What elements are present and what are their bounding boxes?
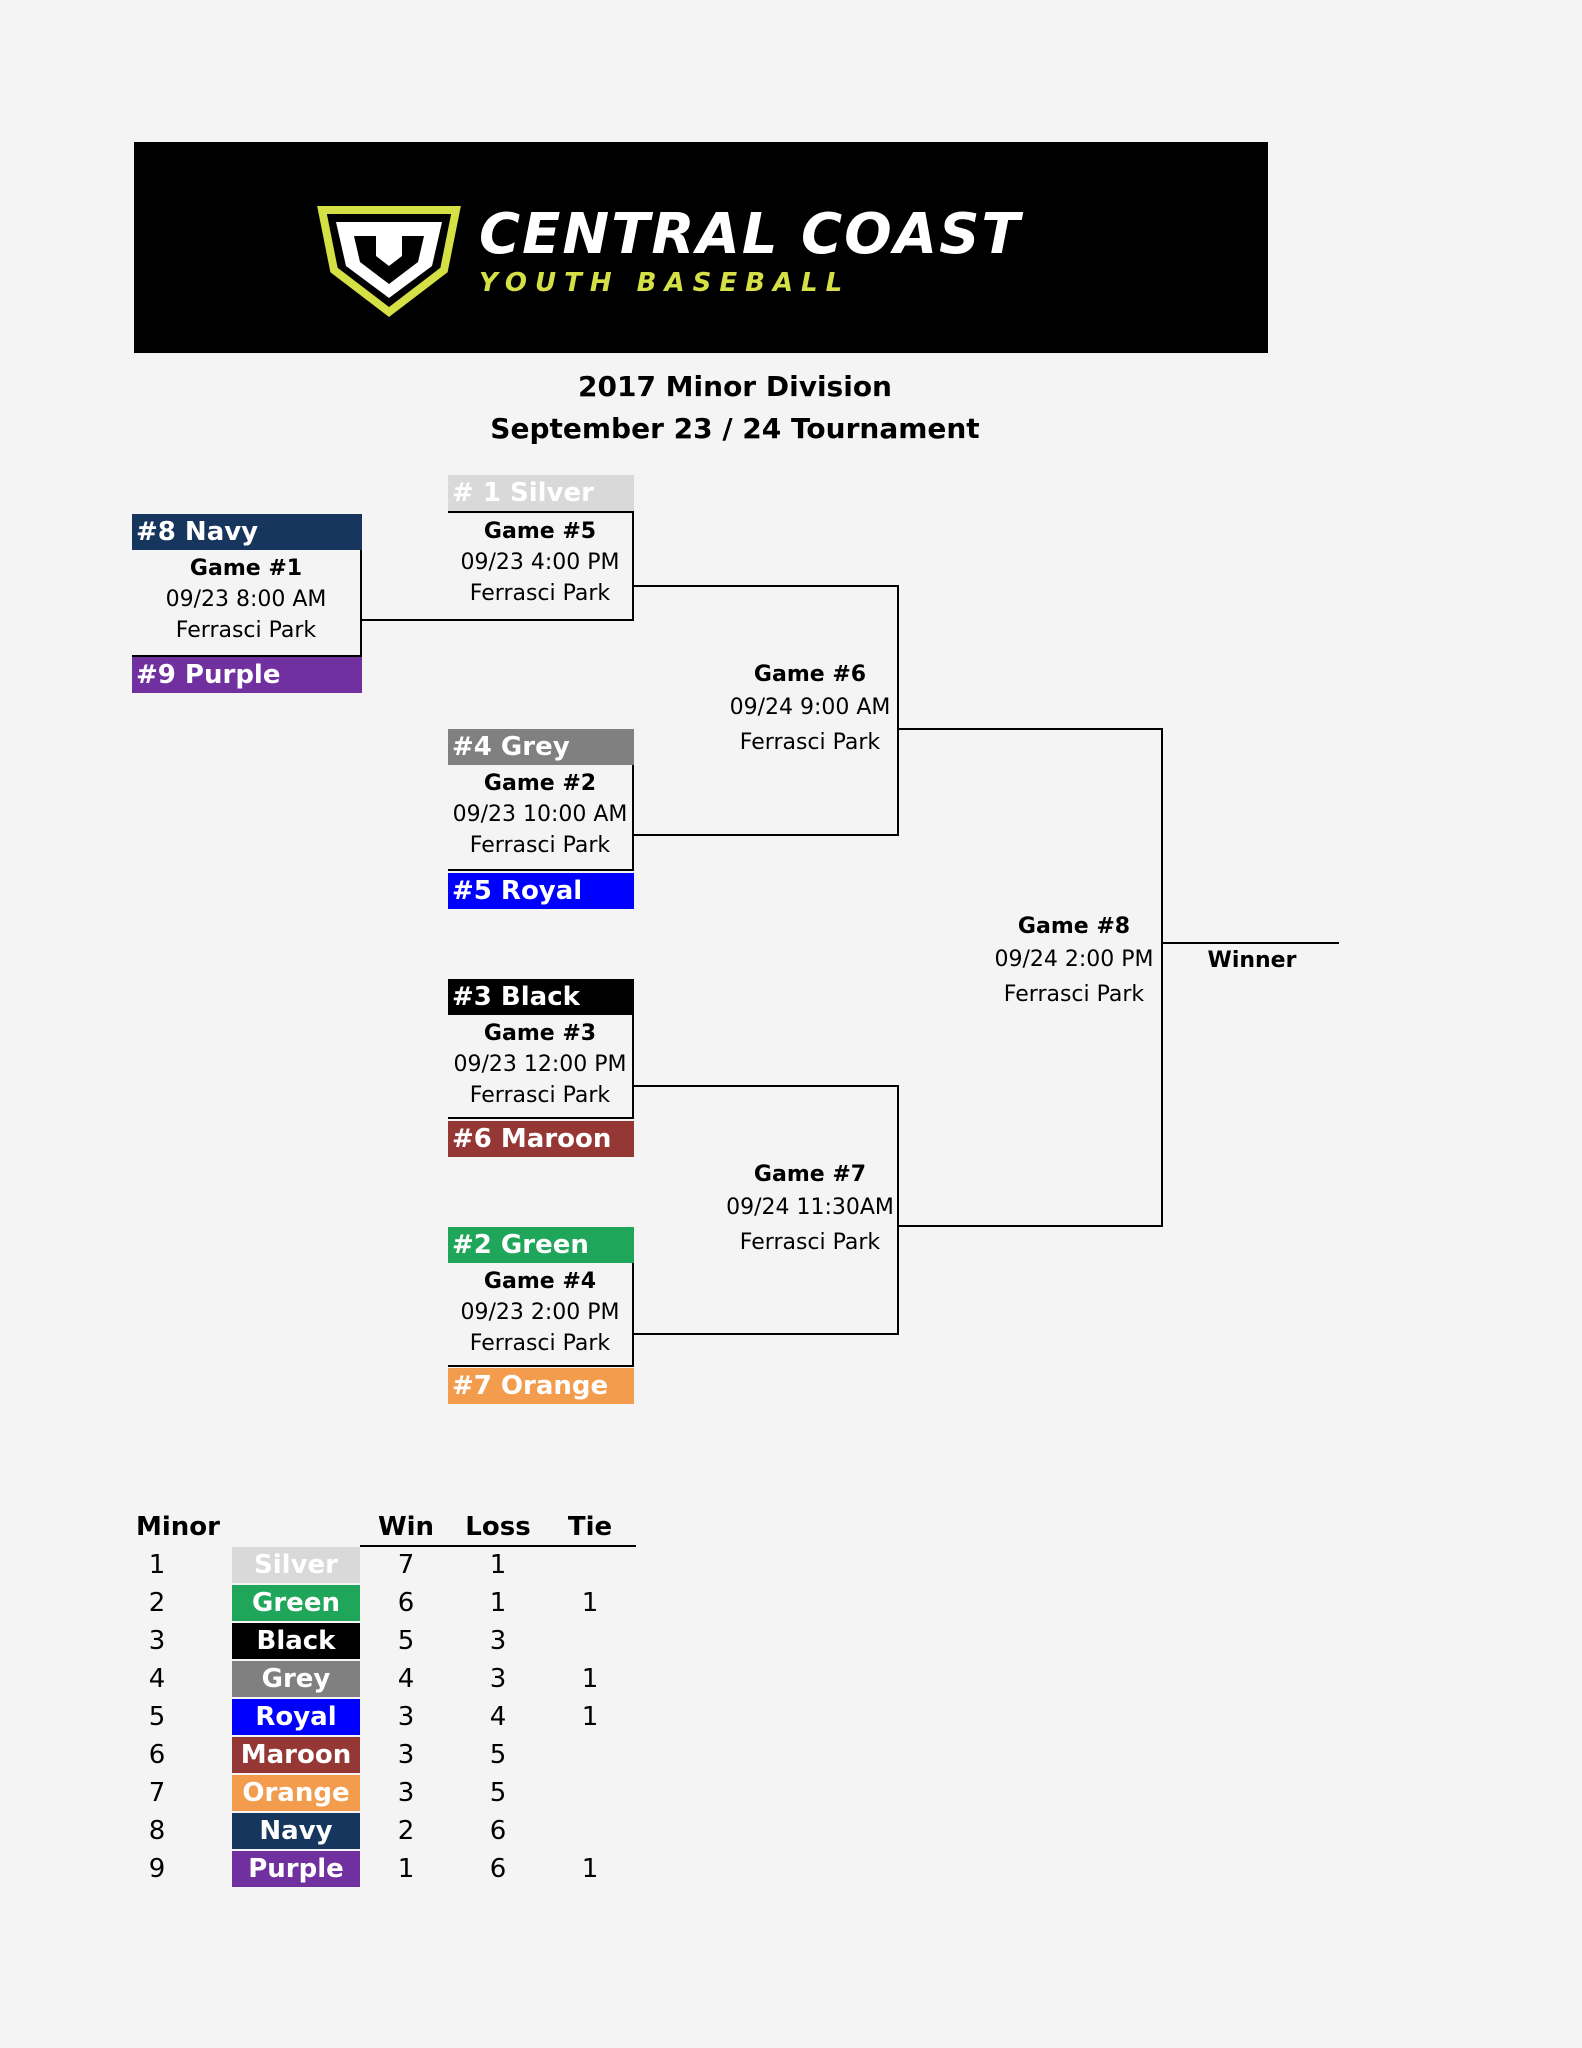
game-2-place: Ferrasci Park [469, 833, 611, 858]
home-plate-logo-icon [314, 200, 464, 320]
header-banner [134, 142, 1268, 353]
rank-cell: 3 [148, 1626, 166, 1656]
game-5-time: 09/23 4:00 PM [460, 550, 620, 575]
rank-cell: 5 [148, 1702, 166, 1732]
rank-cell: 2 [148, 1588, 166, 1618]
game-3-bottom-line [448, 1117, 634, 1119]
table-row [130, 1622, 650, 1660]
game-7-info [710, 1162, 910, 1255]
win-cell: 6 [397, 1588, 415, 1618]
game-5-name: Game #5 [483, 519, 597, 544]
game-8-name: Game #8 [1017, 914, 1131, 939]
game-6-info [710, 662, 910, 755]
standings-rows [130, 1546, 650, 1888]
tie-cell [544, 1775, 636, 1811]
tie-cell [544, 1547, 636, 1583]
game-1-time: 09/23 8:00 AM [165, 587, 327, 612]
loss-cell: 1 [489, 1588, 507, 1618]
page-title: 2017 Minor Division [578, 370, 892, 403]
header-tie: Tie [567, 1512, 613, 1542]
game-1-name: Game #1 [189, 556, 303, 581]
team-black-slot: #3 Black [448, 979, 634, 1015]
game-4-place: Ferrasci Park [469, 1331, 611, 1356]
tie-cell [544, 1737, 636, 1773]
loss-cell: 6 [489, 1816, 507, 1846]
tie-cell [544, 1623, 636, 1659]
game-3-name: Game #3 [483, 1021, 597, 1046]
table-row [130, 1736, 650, 1774]
team-cell: Black [232, 1623, 360, 1659]
game-3-time: 09/23 12:00 PM [453, 1052, 627, 1077]
game-3-place: Ferrasci Park [469, 1083, 611, 1108]
rank-cell: 6 [148, 1740, 166, 1770]
rank-cell: 4 [148, 1664, 166, 1694]
game-4-box [448, 1263, 634, 1367]
win-cell: 3 [397, 1778, 415, 1808]
game-6-time: 09/24 9:00 AM [729, 695, 891, 720]
team-grey-slot: #4 Grey [448, 729, 634, 765]
team-cell: Purple [232, 1851, 360, 1887]
winner-line [1161, 942, 1339, 944]
tie-cell: 1 [581, 1854, 599, 1884]
logo-title: CENTRAL COAST [479, 202, 1022, 267]
team-green-slot: #2 Green [448, 1227, 634, 1263]
team-royal-slot: #5 Royal [448, 873, 634, 909]
standings-header [130, 1508, 650, 1546]
team-silver-slot: # 1 Silver [448, 475, 634, 511]
team-cell: Navy [232, 1813, 360, 1849]
game-7-place: Ferrasci Park [739, 1230, 881, 1255]
loss-cell: 3 [489, 1626, 507, 1656]
game-8-time: 09/24 2:00 PM [994, 947, 1154, 972]
connector-g6-g8 [897, 728, 1163, 730]
connector-g5-g6 [632, 585, 899, 587]
team-cell: Maroon [232, 1737, 360, 1773]
game-5-box [448, 511, 634, 621]
team-maroon-slot: #6 Maroon [448, 1121, 634, 1157]
game-4-time: 09/23 2:00 PM [460, 1300, 620, 1325]
win-cell: 1 [397, 1854, 415, 1884]
team-cell: Silver [232, 1547, 360, 1583]
game-6-place: Ferrasci Park [739, 730, 881, 755]
loss-cell: 1 [489, 1550, 507, 1580]
game-2-box [448, 765, 634, 871]
win-cell: 7 [397, 1550, 415, 1580]
win-cell: 5 [397, 1626, 415, 1656]
team-cell: Green [232, 1585, 360, 1621]
team-orange-slot: #7 Orange [448, 1368, 634, 1404]
loss-cell: 5 [489, 1778, 507, 1808]
page-subtitle: September 23 / 24 Tournament [490, 412, 980, 445]
game-3-box [448, 1015, 634, 1119]
table-row [130, 1812, 650, 1850]
team-cell: Royal [232, 1699, 360, 1735]
rank-cell: 9 [148, 1854, 166, 1884]
connector-g7-g8 [897, 1225, 1163, 1227]
win-cell: 2 [397, 1816, 415, 1846]
game-2-bottom-line [448, 869, 634, 871]
loss-cell: 3 [489, 1664, 507, 1694]
game-8-info [974, 914, 1174, 1007]
header-win: Win [377, 1512, 435, 1542]
game-6-name: Game #6 [753, 662, 867, 687]
table-row [130, 1698, 650, 1736]
table-row [130, 1660, 650, 1698]
game-2-name: Game #2 [483, 771, 597, 796]
win-cell: 3 [397, 1740, 415, 1770]
game-4-name: Game #4 [483, 1269, 597, 1294]
standings-table [130, 1508, 650, 1888]
team-navy-slot: #8 Navy [132, 514, 362, 550]
connector-g4-g7 [632, 1333, 899, 1335]
rank-cell: 1 [148, 1550, 166, 1580]
rank-cell: 7 [148, 1778, 166, 1808]
tie-cell: 1 [581, 1702, 599, 1732]
logo-subtitle: YOUTH BASEBALL [479, 268, 851, 298]
loss-cell: 5 [489, 1740, 507, 1770]
table-row [130, 1774, 650, 1812]
connector-g2-g6 [632, 834, 899, 836]
game-7-time: 09/24 11:30AM [726, 1195, 894, 1220]
winner-label: Winner [1207, 948, 1297, 973]
tie-cell [544, 1813, 636, 1849]
game-4-bottom-line [448, 1365, 634, 1367]
game-8-place: Ferrasci Park [1003, 982, 1145, 1007]
table-row [130, 1584, 650, 1622]
team-cell: Orange [232, 1775, 360, 1811]
game-5-place: Ferrasci Park [469, 581, 611, 606]
header-division: Minor [136, 1512, 220, 1542]
loss-cell: 4 [489, 1702, 507, 1732]
game-2-time: 09/23 10:00 AM [452, 802, 628, 827]
game-7-name: Game #7 [753, 1162, 867, 1187]
team-cell: Grey [232, 1661, 360, 1697]
table-row [130, 1850, 650, 1888]
rank-cell: 8 [148, 1816, 166, 1846]
win-cell: 3 [397, 1702, 415, 1732]
win-cell: 4 [397, 1664, 415, 1694]
game-1-place: Ferrasci Park [175, 618, 317, 643]
table-row [130, 1546, 650, 1584]
connector-g3-g7 [632, 1085, 899, 1087]
team-purple-slot: #9 Purple [132, 657, 362, 693]
tie-cell: 1 [581, 1664, 599, 1694]
header-loss: Loss [465, 1512, 531, 1542]
game-1-box [132, 550, 362, 658]
loss-cell: 6 [489, 1854, 507, 1884]
tie-cell: 1 [581, 1588, 599, 1618]
game-5-top-line [448, 511, 634, 513]
